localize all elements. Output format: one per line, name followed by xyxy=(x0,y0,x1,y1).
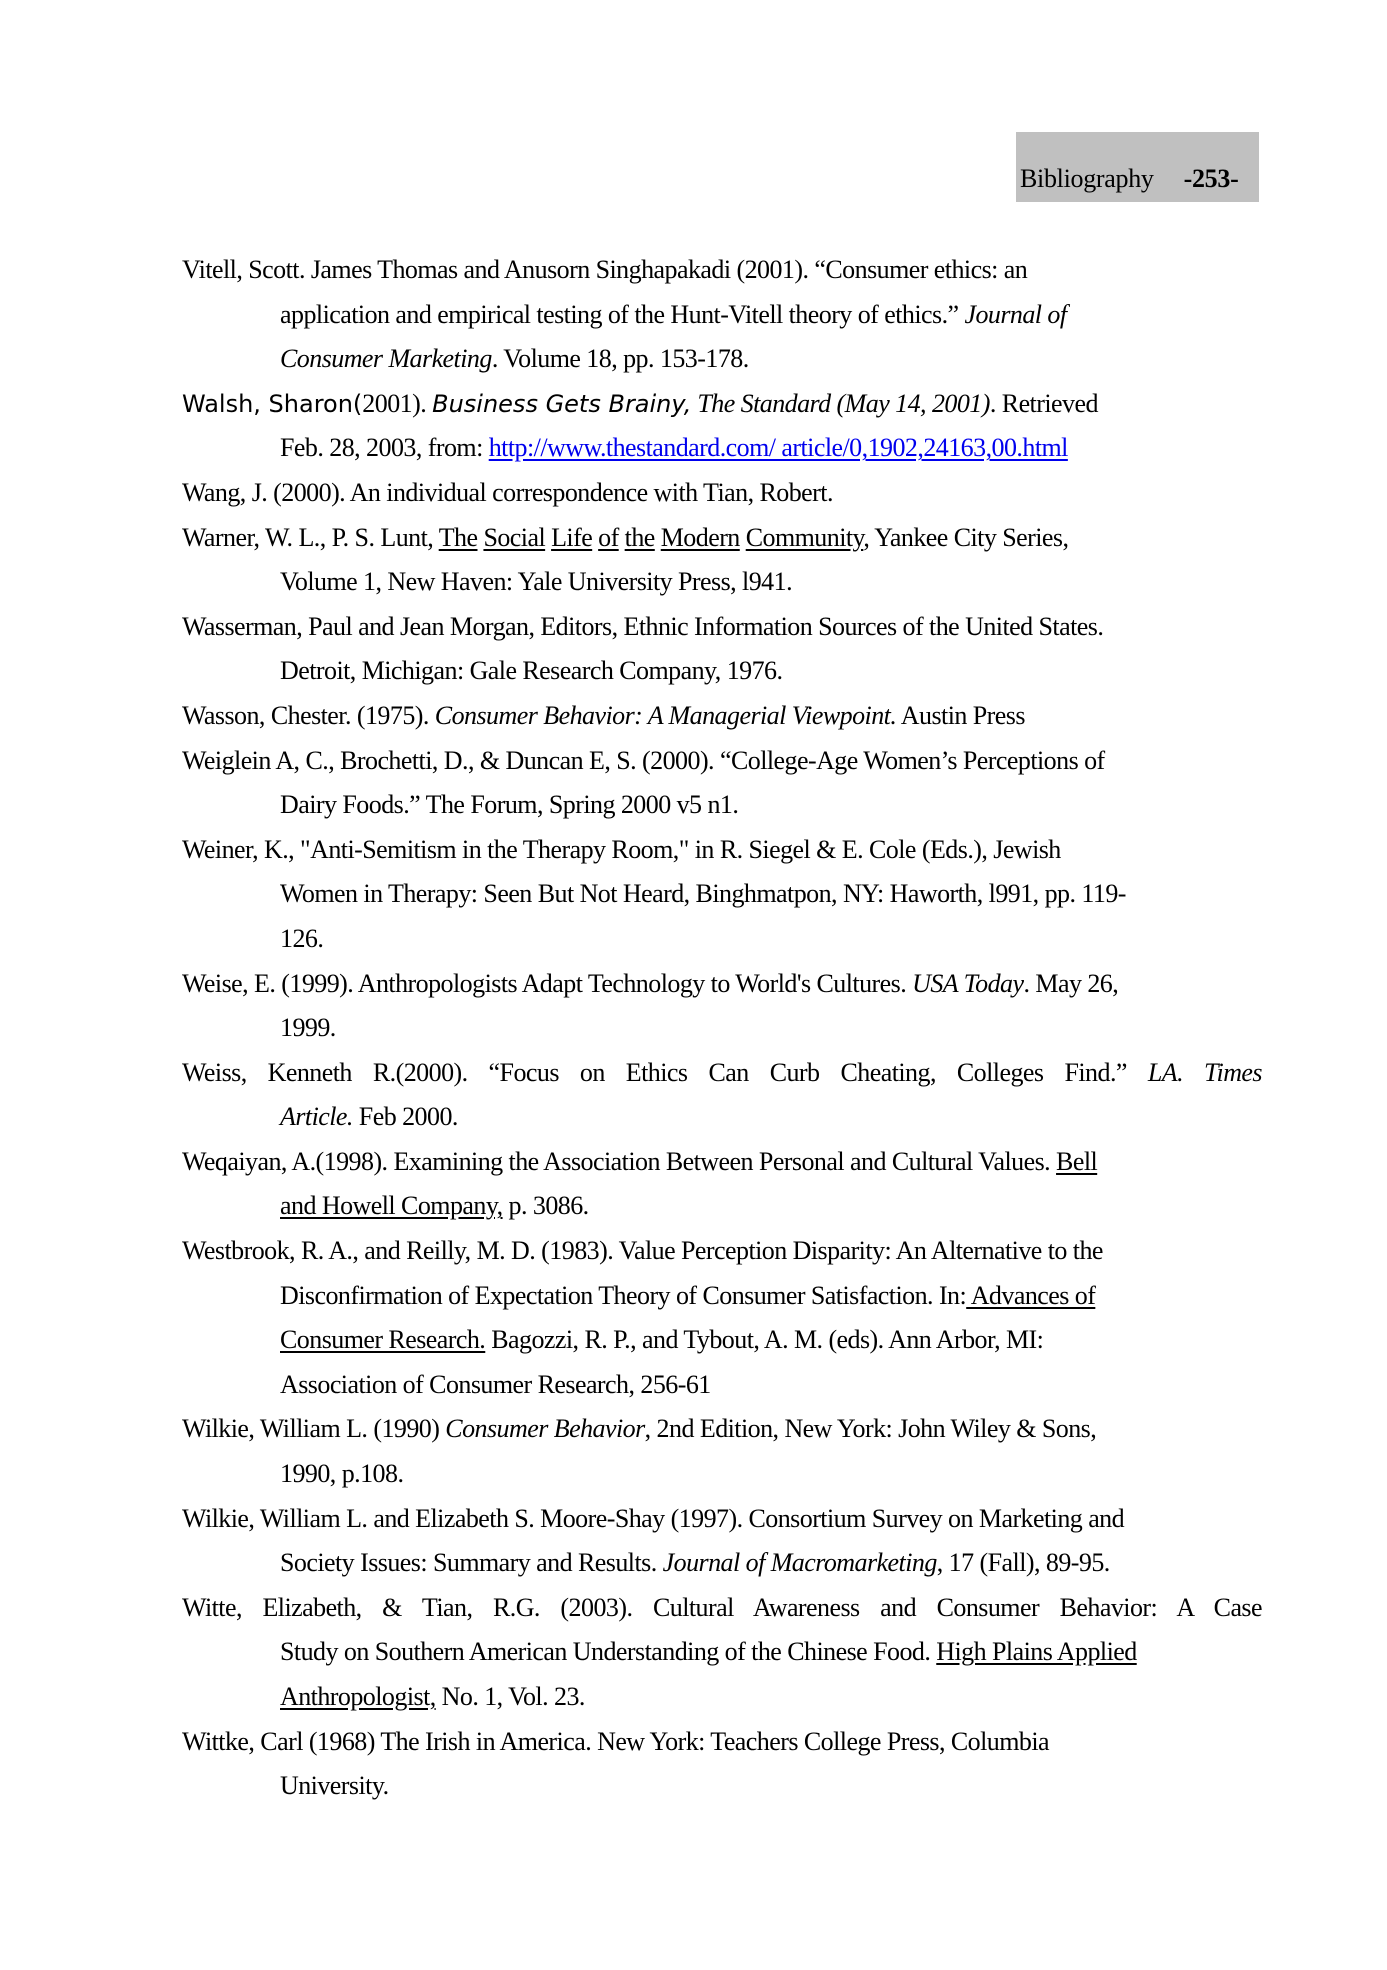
entry-line: University. xyxy=(280,1771,389,1801)
bib-entry-weiner xyxy=(182,828,1262,962)
book-title: Advances of xyxy=(966,1280,1096,1310)
book-title-word: Community xyxy=(745,522,864,552)
entry-line: 1999. xyxy=(280,1013,336,1043)
entry-line: application and empirical testing of the Hunt-Vitell theory of ethics.” Journal of xyxy=(280,299,1067,329)
entry-line: Society Issues: Summary and Results. Journal of Macromarketing, 17 (Fall), 89-95. xyxy=(280,1548,1110,1578)
entry-line: Wilkie, William L. (1990) Consumer Behavior, 2nd Edition, New York: John Wiley & Sons, xyxy=(182,1414,1097,1444)
journal-title: Journal of xyxy=(964,299,1067,329)
journal-title: Journal of Macromarketing xyxy=(662,1548,937,1578)
entry-line: Weiner, K., "Anti-Semitism in the Therapy Room," in R. Siegel & E. Cole (Eds.), Jewish xyxy=(182,834,1061,864)
book-title: Consumer Behavior: A Managerial Viewpoint. xyxy=(434,700,897,730)
entry-line: Feb. 28, 2003, from: http://www.thestandard.com/ article/0,1902,24163,00.html xyxy=(280,433,1068,463)
bib-entry-wang xyxy=(182,471,1262,516)
entry-line: Association of Consumer Research, 256-61 xyxy=(280,1369,711,1399)
bib-entry-wilkie-1997 xyxy=(182,1497,1262,1586)
entry-line: Article. Feb 2000. xyxy=(280,1102,458,1132)
author-name: Walsh, Sharon( xyxy=(182,389,363,418)
entry-line: Walsh, Sharon(2001). Business Gets Brainy, The Standard (May 14, 2001). Retrieved xyxy=(182,388,1098,418)
journal-title: Consumer Marketing xyxy=(280,344,492,374)
publication-title: USA Today xyxy=(912,968,1024,998)
entry-line: and Howell Company, p. 3086. xyxy=(280,1191,589,1221)
publication-title: Article. xyxy=(280,1102,353,1132)
bib-entry-vitell xyxy=(182,248,1262,382)
entry-line: Witte, Elizabeth, & Tian, R.G. (2003). Cultural Awareness and Consumer Behavior: A Case xyxy=(182,1592,1262,1622)
running-header xyxy=(1016,132,1259,202)
page-number: -253- xyxy=(1183,164,1239,193)
entry-line: 126. xyxy=(280,923,324,953)
url-link[interactable]: http://www.thestandard.com/ article/0,1902,24163,00.html xyxy=(488,433,1068,463)
publisher-title: and Howell Company, xyxy=(280,1191,503,1221)
publication-title: LA. Times xyxy=(1147,1057,1262,1087)
entry-line: Warner, W. L., P. S. Lunt, The Social Life of the Modern Community, Yankee City Series, xyxy=(182,522,1069,552)
entry-line: Weiglein A, C., Brochetti, D., & Duncan E, S. (2000). “College-Age Women’s Perceptions of xyxy=(182,745,1105,775)
entry-line: Weise, E. (1999). Anthropologists Adapt Technology to World's Cultures. USA Today. May 26, xyxy=(182,968,1119,998)
bib-entry-warner xyxy=(182,516,1262,605)
entry-line: Consumer Research. Bagozzi, R. P., and Tybout, A. M. (eds). Ann Arbor, MI: xyxy=(280,1325,1044,1355)
bib-entry-wasson xyxy=(182,694,1262,739)
article-title: Business Gets Brainy, xyxy=(432,389,692,418)
entry-line: Wasserman, Paul and Jean Morgan, Editors, Ethnic Information Sources of the United States. xyxy=(182,611,1104,641)
book-title-word: Life xyxy=(551,522,593,552)
bib-entry-walsh xyxy=(182,382,1262,471)
book-title-word: Modern xyxy=(660,522,740,552)
bib-entry-wasserman xyxy=(182,605,1262,694)
entry-line: Volume 1, New Haven: Yale University Press, l941. xyxy=(280,567,793,597)
entry-line: Study on Southern American Understanding of the Chinese Food. High Plains Applied xyxy=(280,1637,1137,1667)
book-title: Consumer Behavior xyxy=(445,1414,645,1444)
publisher-title: Bell xyxy=(1056,1146,1098,1176)
book-title-word: Social xyxy=(483,522,546,552)
bib-entry-westbrook xyxy=(182,1229,1262,1407)
book-title-word: The xyxy=(438,522,478,552)
journal-title: Anthropologist, xyxy=(280,1682,436,1711)
entry-line: Wang, J. (2000). An individual correspondence with Tian, Robert. xyxy=(182,477,833,507)
section-title: Bibliography xyxy=(1020,164,1154,193)
publication-title: The Standard (May 14, 2001) xyxy=(697,388,990,418)
bib-entry-weiss xyxy=(182,1051,1262,1140)
entry-line: Wasson, Chester. (1975). Consumer Behavior: A Managerial Viewpoint. Austin Press xyxy=(182,700,1025,730)
bib-entry-wittke xyxy=(182,1720,1262,1809)
book-title: Consumer Research. xyxy=(280,1325,486,1355)
bibliography-list xyxy=(182,248,1262,1809)
book-title-word: the xyxy=(624,522,655,552)
entry-line: Dairy Foods.” The Forum, Spring 2000 v5 n1. xyxy=(280,790,739,820)
bib-entry-witte xyxy=(182,1586,1262,1720)
entry-line: Vitell, Scott. James Thomas and Anusorn Singhapakadi (2001). “Consumer ethics: an xyxy=(182,255,1028,284)
bib-entry-wilkie-1990 xyxy=(182,1407,1262,1496)
entry-line: 1990, p.108. xyxy=(280,1459,404,1489)
book-title-word: of xyxy=(598,522,619,552)
entry-line: Consumer Marketing. Volume 18, pp. 153-178. xyxy=(280,344,749,374)
entry-line: Westbrook, R. A., and Reilly, M. D. (1983). Value Perception Disparity: An Alternative to the xyxy=(182,1236,1103,1266)
bib-entry-weise xyxy=(182,962,1262,1051)
journal-title: High Plains Applied xyxy=(936,1637,1137,1667)
entry-line: Wilkie, William L. and Elizabeth S. Moore-Shay (1997). Consortium Survey on Marketing and xyxy=(182,1503,1125,1533)
entry-line: Wittke, Carl (1968) The Irish in America. New York: Teachers College Press, Columbia xyxy=(182,1726,1050,1756)
entry-line: Weiss, Kenneth R.(2000). “Focus on Ethics Can Curb Cheating, Colleges Find.” LA. Times xyxy=(182,1057,1262,1087)
entry-line: Detroit, Michigan: Gale Research Company, 1976. xyxy=(280,656,783,686)
entry-line: Weqaiyan, A.(1998). Examining the Association Between Personal and Cultural Values. Bell xyxy=(182,1146,1098,1176)
entry-line: Disconfirmation of Expectation Theory of Consumer Satisfaction. In: Advances of xyxy=(280,1280,1096,1310)
entry-line: Women in Therapy: Seen But Not Heard, Binghmatpon, NY: Haworth, l991, pp. 119- xyxy=(280,879,1126,909)
bib-entry-weqaiyan xyxy=(182,1140,1262,1229)
running-header-text xyxy=(1020,164,1238,194)
entry-line: Anthropologist, No. 1, Vol. 23. xyxy=(280,1682,585,1711)
bib-entry-weiglein xyxy=(182,739,1262,828)
